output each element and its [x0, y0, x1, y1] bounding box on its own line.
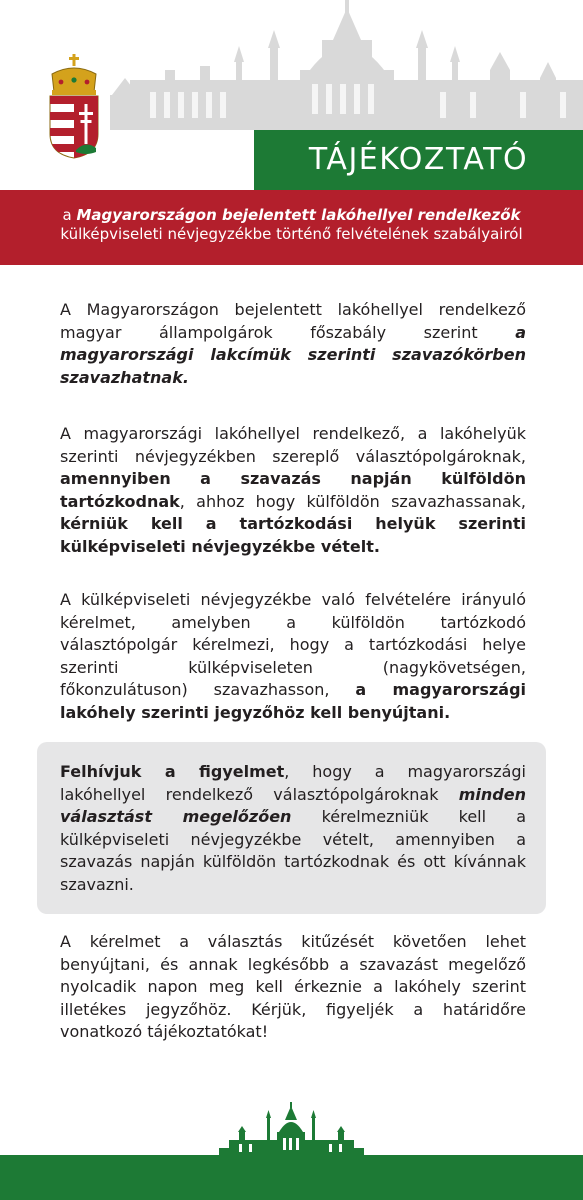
paragraph-3-text: A külképviseleti névjegyzékbe való felvételére irányuló kérelmet, amelyben a külföldön tartózkodó választópolgár kérelmezi, hogy a tartózkodási helye szerinti külképviseleten (nagykövetségen, főkonzulátuson) szavazhasson,: [60, 590, 526, 700]
notice-text-2: kérelmezniük kell a külképviseleti névjegyzékbe vételt, amennyiben a szavazás napján külföldön tartózkodnak és ott kívánnak szavazni.: [60, 807, 526, 894]
notice-emphasis: minden választást megelőzően: [60, 784, 526, 827]
paragraph-2-bold-1: amennyiben a szavazás napján külföldön tartózkodnak: [60, 469, 526, 511]
paragraph-4: [60, 931, 526, 1044]
footer-bar: [0, 1155, 583, 1200]
paragraph-1-text: A Magyarországon bejelentett lakóhellyel rendelkező magyar állampolgárok főszabály szerint: [60, 300, 526, 342]
paragraph-2-text-1: A magyarországi lakóhellyel rendelkező, a lakóhelyük szerinti névjegyzékben szereplő választópolgároknak,: [60, 424, 526, 466]
paragraph-3-bold: a magyarországi lakóhely szerinti jegyzőhöz kell benyújtani.: [60, 680, 527, 722]
subtitle-prefix: a: [62, 206, 72, 224]
notice-text-1: , hogy a magyarországi lakóhellyel rendelkező választópolgároknak: [60, 762, 527, 804]
paragraph-2: [60, 423, 526, 559]
parliament-building-icon: [219, 1102, 364, 1156]
subtitle-banner: [0, 190, 583, 265]
page-title: TÁJÉKOZTATÓ: [254, 130, 583, 190]
paragraph-2-bold-2: kérniük kell a tartózkodási helyük szerinti külképviseleti névjegyzékbe vételt.: [60, 514, 526, 556]
header: [0, 0, 583, 265]
paragraph-2-text-2: , ahhoz hogy külföldön szavazhassanak,: [179, 491, 526, 511]
subtitle-emphasis: Magyarországon bejelentett lakóhellyel rendelkezők: [76, 206, 521, 224]
subtitle-line-2: külképviseleti névjegyzékbe történő felvételének szabályairól: [60, 225, 523, 243]
notice-paragraph: [60, 761, 526, 897]
paragraph-1-emphasis: a magyarországi lakcímük szerinti szavazókörben szavazhatnak.: [60, 322, 526, 387]
notice-bold: Felhívjuk a figyelmet: [60, 762, 285, 781]
hungarian-coat-of-arms-icon: [46, 52, 102, 160]
paragraph-1: [60, 299, 526, 389]
paragraph-3: [60, 589, 526, 725]
paragraph-4-text: A kérelmet a választás kitűzését követően lehet benyújtani, és annak legkésőbb a szavazást megelőző nyolcadik napon meg kell érkeznie a lakóhely szerint illetékes jegyzőhöz. Kérjük, figyeljék a határidőre vonatkozó tájékoztatókat!: [60, 932, 526, 1042]
